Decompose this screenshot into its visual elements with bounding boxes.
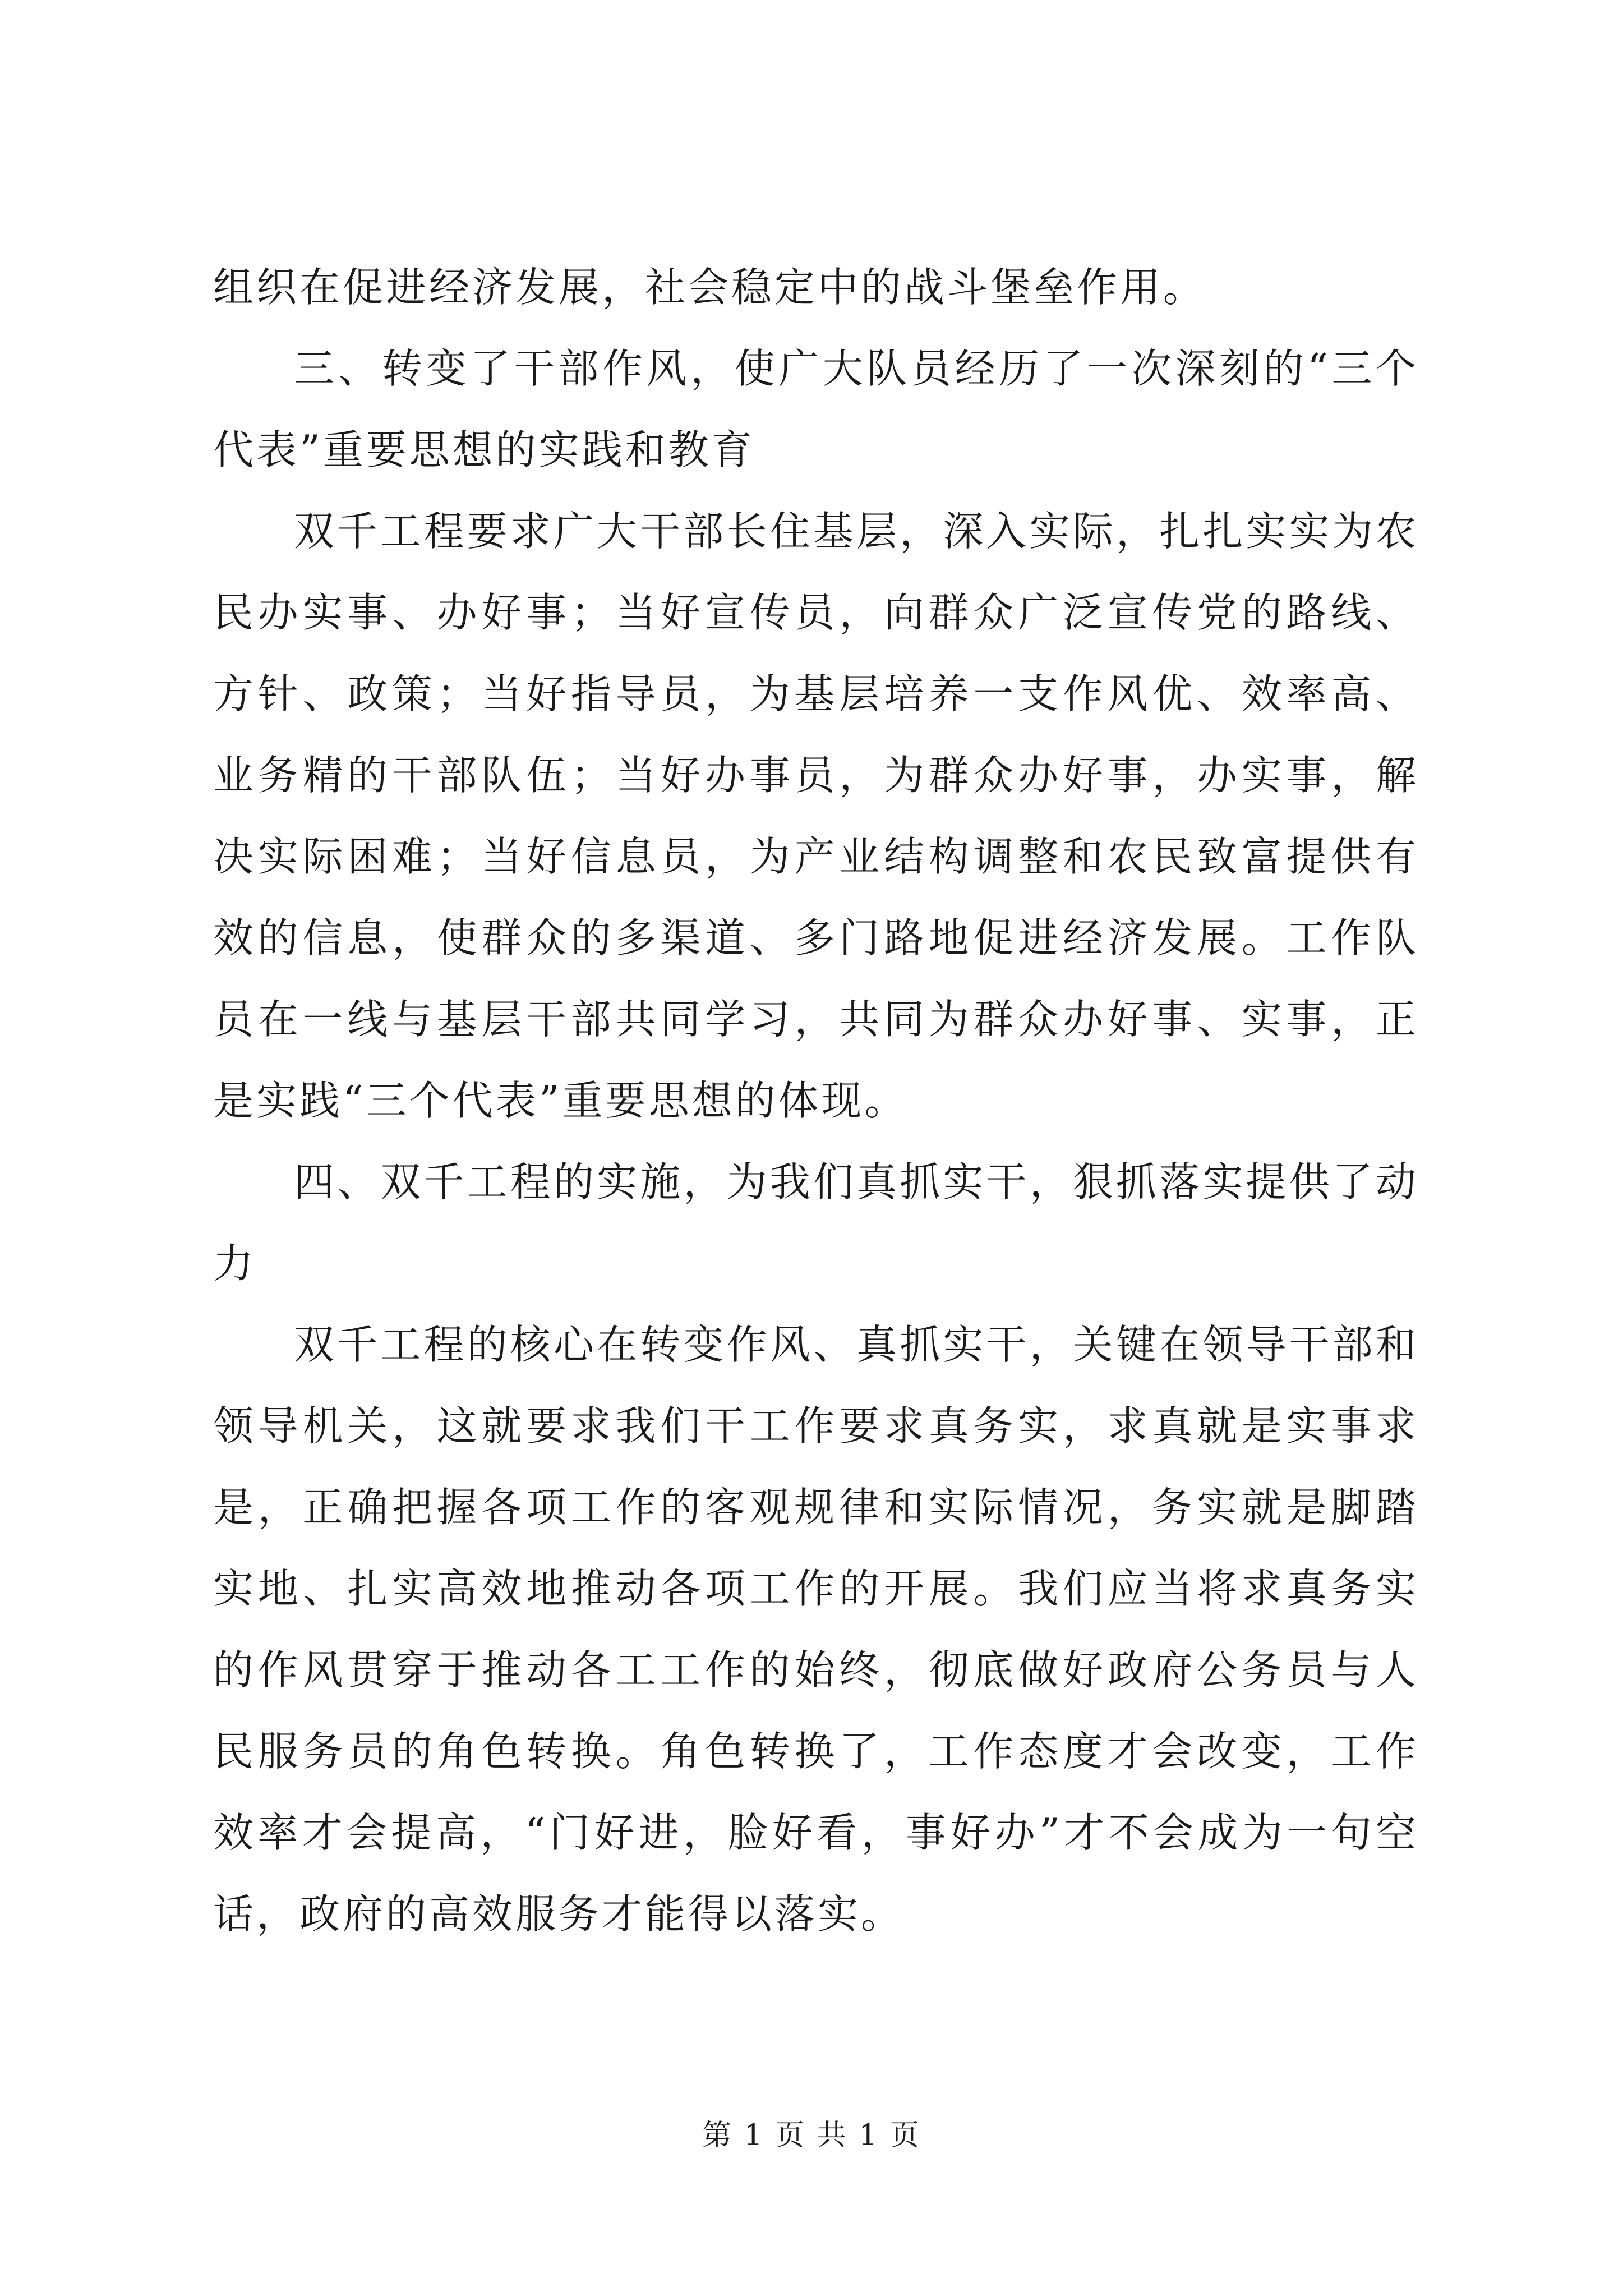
page-footer: 第 1 页 共 1 页 <box>702 2119 921 2152</box>
paragraph-continuation: 组织在促进经济发展，社会稳定中的战斗堡垒作用。 <box>213 264 1207 311</box>
section-heading-three: 三、转变了干部作风，使广大队员经历了一次深刻的“三个代表”重要思想的实践和教育 <box>213 345 1419 473</box>
document-body <box>213 247 1419 1955</box>
section-heading-four: 四、双千工程的实施，为我们真抓实干，狠抓落实提供了动力 <box>213 1158 1419 1287</box>
paragraph-body: 双千工程要求广大干部长住基层，深入实际，扎扎实实为农民办实事、办好事；当好宣传员，向群众广泛宣传党的路线、方针、政策；当好指导员，为基层培养一支作风优、效率高、业务精的干部队伍；当好办事员，为群众办好事，办实事，解决实际困难；当好信息员，为产业结构调整和农民致富提供有效的信息，使群众的多渠道、多门路地促进经济发展。工作队员在一线与基层干部共同学习，共同为群众办好事、实事，正是实践“三个代表”重要思想的体现。 <box>213 508 1419 1124</box>
paragraph-body: 双千工程的核心在转变作风、真抓实干，关键在领导干部和领导机关，这就要求我们干工作要求真务实，求真就是实事求是，正确把握各项工作的客观规律和实际情况，务实就是脚踏实地、扎实高效地推动各项工作的开展。我们应当将求真务实的作风贯穿于推动各工工作的始终，彻底做好政府公务员与人民服务员的角色转换。角色转换了，工作态度才会改变，工作效率才会提高，“门好进，脸好看，事好办”才不会成为一句空话，政府的高效服务才能得以落实。 <box>213 1321 1419 1938</box>
